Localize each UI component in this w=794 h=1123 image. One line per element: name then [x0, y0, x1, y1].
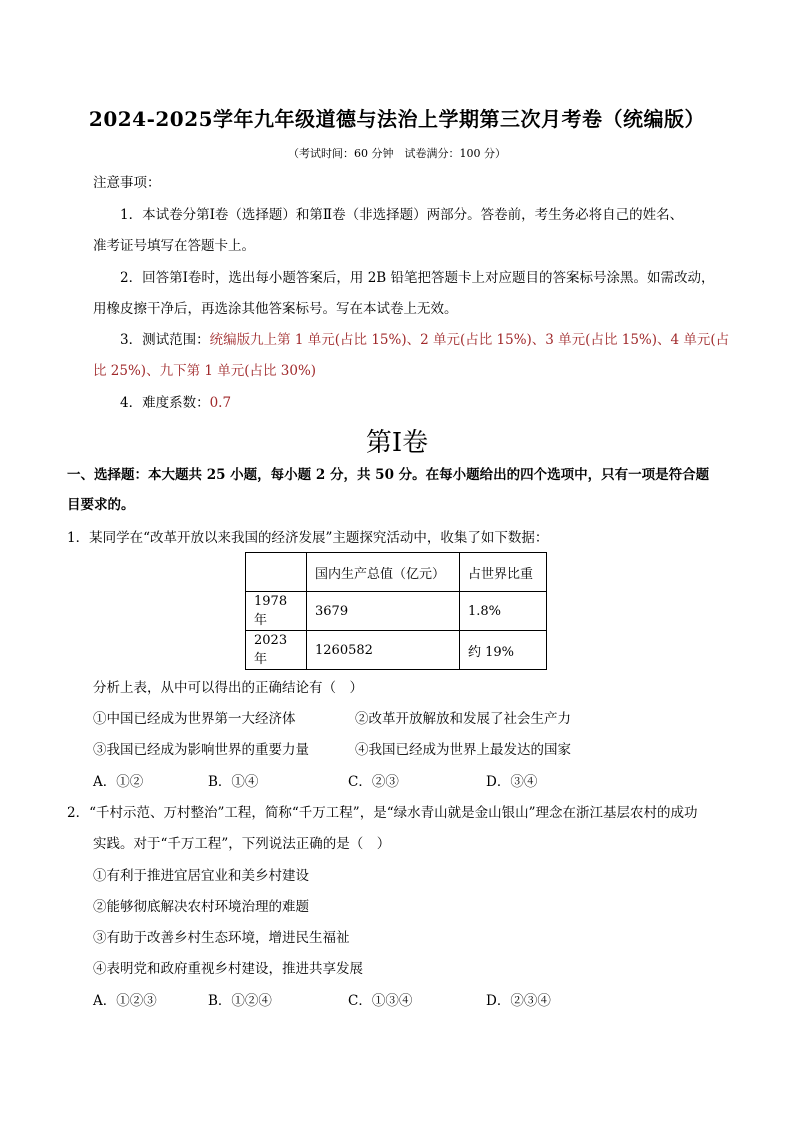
note-3-line-2: 比 25%)、九下第 1 单元(占比 30%) — [93, 363, 317, 379]
table-row — [246, 592, 547, 631]
table-cell: 3679 — [307, 592, 460, 631]
note-2-line-1: 2．回答第Ⅰ卷时，选出每小题答案后，用 2B 铅笔把答题卡上对应题目的答案标号涂黑。如需改动， — [120, 270, 715, 286]
section-instructions-line-2: 目要求的。 — [67, 497, 135, 513]
note-4-prefix: 4．难度系数： — [120, 395, 210, 411]
q1-option-c[interactable]: C．②③ — [348, 774, 399, 790]
notes-heading: 注意事项： — [93, 175, 161, 191]
table-cell: 1260582 — [307, 631, 460, 670]
difficulty-value: 0.7 — [209, 395, 232, 411]
q1-prompt: 分析上表，从中可以得出的正确结论有（ ） — [93, 680, 363, 696]
note-4 — [120, 393, 231, 413]
note-2-line-2: 用橡皮擦干净后，再选涂其他答案标号。写在本试卷上无效。 — [93, 301, 458, 317]
note-1-line-2: 准考证号填写在答题卡上。 — [93, 238, 255, 254]
q2-statement-2: ②能够彻底解决农村环境治理的难题 — [93, 899, 309, 915]
table-cell: 2023 年 — [246, 631, 307, 670]
q2-stem-line-2: 实践。对于“千万工程”，下列说法正确的是（ ） — [93, 836, 391, 852]
note-3-prefix: 3．测试范围： — [120, 332, 210, 348]
q2-option-c[interactable]: C．①③④ — [348, 993, 413, 1009]
section-title: 第Ⅰ卷 — [365, 428, 429, 458]
q1-option-a[interactable]: A．①② — [93, 774, 144, 790]
exam-title: 2024-2025学年九年级道德与法治上学期第三次月考卷（统编版） — [88, 107, 706, 131]
q1-option-d[interactable]: D．③④ — [486, 774, 538, 790]
table-cell: 约 19% — [460, 631, 547, 670]
q2-statement-4: ④表明党和政府重视乡村建设，推进共享发展 — [93, 961, 363, 977]
q2-statement-1: ①有利于推进宜居宜业和美乡村建设 — [93, 868, 309, 884]
q1-statement-4: ④我国已经成为世界上最发达的国家 — [355, 742, 571, 758]
q2-option-a[interactable]: A．①②③ — [93, 993, 157, 1009]
section-instructions-line-1: 一、选择题：本大题共 25 小题，每小题 2 分，共 50 分。在每小题给出的四个选项中，只有一项是符合题 — [67, 467, 710, 483]
table-header-row — [246, 553, 547, 592]
note-1-line-1: 1．本试卷分第Ⅰ卷（选择题）和第Ⅱ卷（非选择题）两部分。答卷前，考生务必将自己的姓名、 — [120, 207, 684, 223]
q2-option-b[interactable]: B．①②④ — [208, 993, 272, 1009]
note-3-range: 统编版九上第 1 单元(占比 15%)、2 单元(占比 15%)、3 单元(占比 15%)、4 单元(占 — [209, 332, 730, 348]
q1-statement-1: ①中国已经成为世界第一大经济体 — [93, 711, 296, 727]
q2-option-d[interactable]: D．②③④ — [486, 993, 551, 1009]
table-cell: 1.8% — [460, 592, 547, 631]
gdp-table — [245, 552, 547, 670]
q1-stem: 1．某同学在“改革开放以来我国的经济发展”主题探究活动中，收集了如下数据： — [67, 530, 549, 546]
q1-option-b[interactable]: B．①④ — [208, 774, 259, 790]
q1-statement-3: ③我国已经成为影响世界的重要力量 — [93, 742, 309, 758]
q2-statement-3: ③有助于改善乡村生态环境，增进民生福祉 — [93, 930, 350, 946]
table-row — [246, 631, 547, 670]
table-header-cell — [246, 553, 307, 592]
table-header-cell: 占世界比重 — [460, 553, 547, 592]
table-cell: 1978 年 — [246, 592, 307, 631]
note-3-line-1 — [120, 330, 729, 350]
q2-stem-line-1: 2．“千村示范、万村整治”工程，简称“千万工程”，是“绿水青山就是金山银山”理念在浙江基层农村的成功 — [67, 805, 698, 821]
exam-subtitle: （考试时间：60 分钟 试卷满分：100 分） — [288, 147, 506, 160]
table-header-cell: 国内生产总值（亿元） — [307, 553, 460, 592]
q1-statement-2: ②改革开放解放和发展了社会生产力 — [355, 711, 571, 727]
